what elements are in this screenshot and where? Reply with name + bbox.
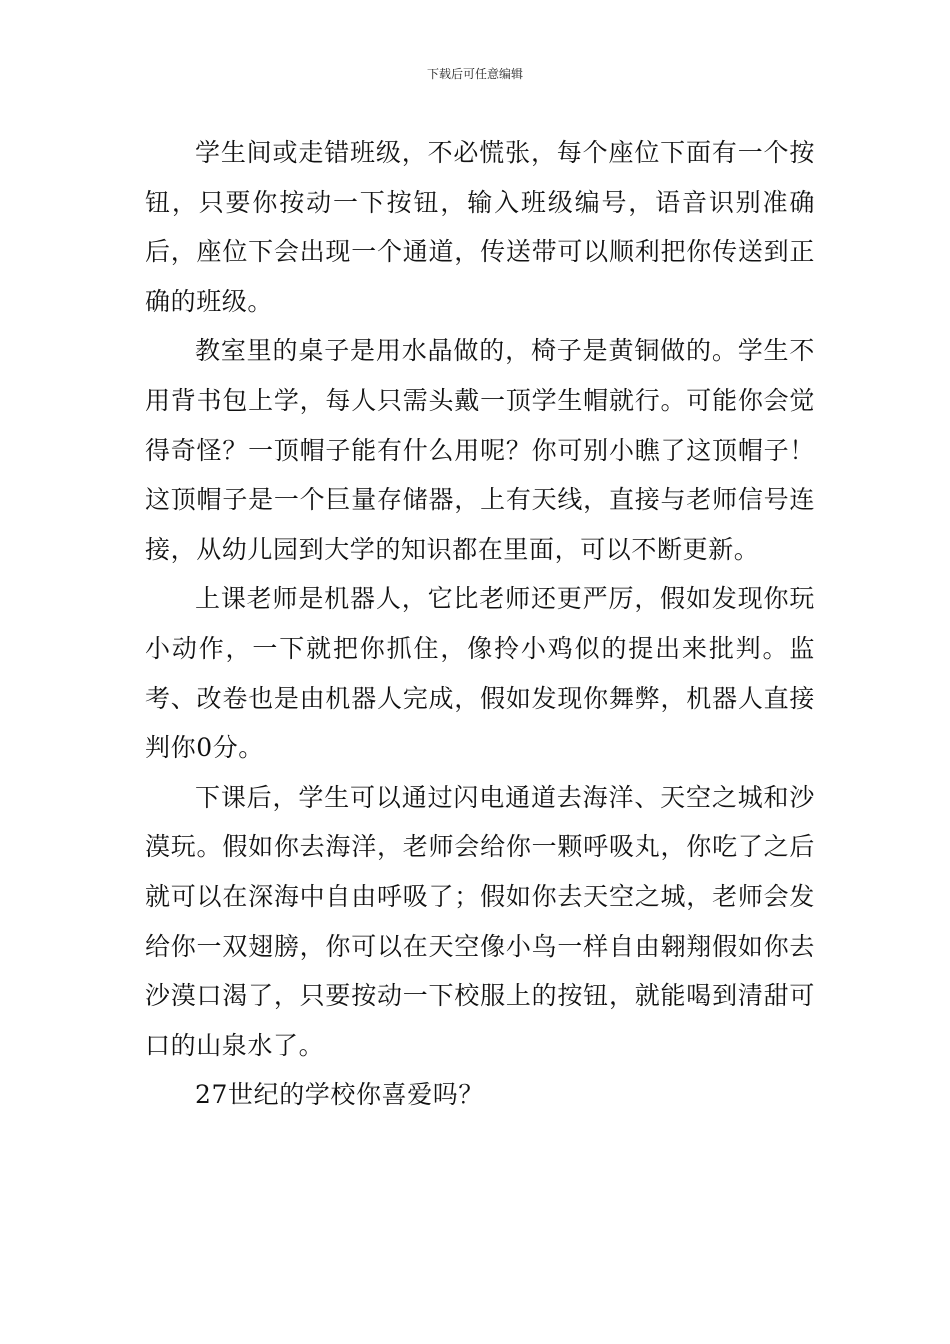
paragraph-2: 教室里的桌子是用水晶做的，椅子是黄铜做的。学生不用背书包上学，每人只需头戴一顶学生帽就行。可能你会觉得奇怪？一顶帽子能有什么用呢？你可别小瞧了这顶帽子！这顶帽子是一个巨量存储器，上有天线，直接与老师信号连接，从幼儿园到大学的知识都在里面，可以不断更新。 — [145, 336, 815, 564]
paragraph-5: 27世纪的学校你喜爱吗？ — [195, 1080, 485, 1110]
document-body — [145, 128, 815, 1120]
paragraph-1: 学生间或走错班级，不必慌张，每个座位下面有一个按钮，只要你按动一下按钮，输入班级编号，语音识别准确后，座位下会出现一个通道，传送带可以顺利把你传送到正确的班级。 — [145, 138, 815, 316]
page-header: 下载后可任意编辑 — [426, 67, 523, 81]
paragraph-3: 上课老师是机器人，它比老师还更严厉，假如发现你玩小动作，一下就把你抓住，像拎小鸡似的提出来批判。监考、改卷也是由机器人完成，假如发现你舞弊，机器人直接判你0分。 — [145, 584, 815, 763]
paragraph-4: 下课后，学生可以通过闪电通道去海洋、天空之城和沙漠玩。假如你去海洋，老师会给你一颗呼吸丸，你吃了之后就可以在深海中自由呼吸了；假如你去天空之城，老师会发给你一双翅膀，你可以在天空像小鸟一样自由翱翔假如你去沙漠口渴了，只要按动一下校服上的按钮，就能喝到清甜可口的山泉水了。 — [145, 782, 815, 1060]
